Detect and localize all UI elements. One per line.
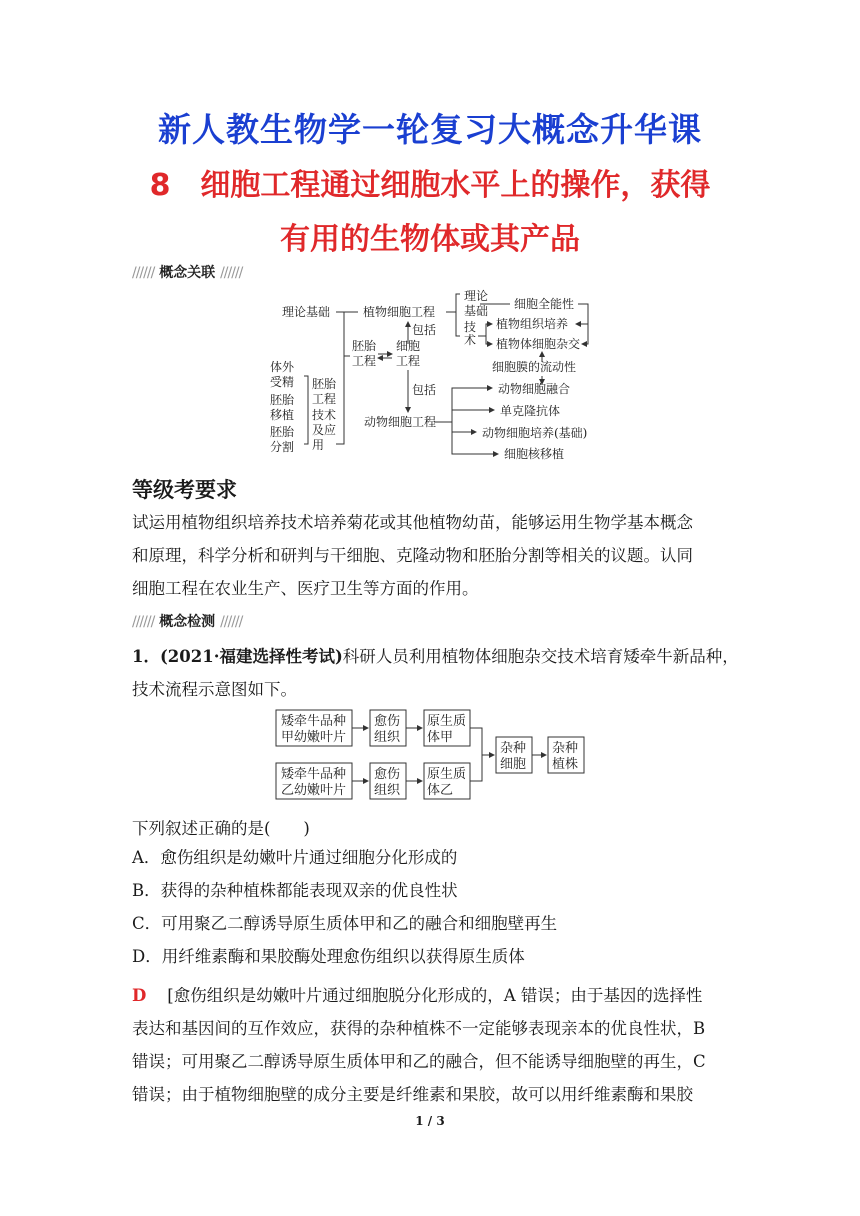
option-c: C．可用聚乙二醇诱导原生质体甲和乙的融合和细胞壁再生: [132, 914, 558, 933]
flow-c1: 愈伤: [374, 714, 401, 729]
section-tag-concept-link: [132, 262, 242, 282]
flow-diagram: [270, 706, 620, 804]
flow-e2: 体甲: [427, 730, 454, 745]
cm-embryo-split-1: 胚胎: [270, 425, 295, 439]
main-title: 新人教生物学一轮复习大概念升华课: [158, 110, 702, 149]
cm-plant-cell-eng: 植物细胞工程: [363, 305, 436, 319]
requirements-heading: 等级考要求: [132, 478, 237, 502]
cm-embryo-split-2: 分割: [270, 440, 295, 454]
cm-embryo-eng-1: 胚胎: [352, 339, 377, 353]
cm-embryo-transfer-2: 移植: [270, 408, 295, 422]
cm-embryo-tech-4: 及应: [312, 423, 337, 437]
section-label: 概念检测: [159, 614, 216, 630]
question-stem-line1: [132, 643, 742, 667]
cm-embryo-outside-2: 受精: [270, 375, 295, 389]
cm-totipotency: 细胞全能性: [514, 297, 575, 311]
explanation-line: 错误；由于植物细胞壁的成分主要是纤维素和果胶，故可以用纤维素酶和果胶: [132, 1085, 693, 1104]
cm-theory-1: 理论: [464, 289, 489, 303]
cm-cell-eng-1: 细胞: [396, 339, 421, 353]
concept-map-diagram: [260, 284, 620, 466]
option-a: A．愈伤组织是幼嫩叶片通过细胞分化形成的: [132, 848, 458, 867]
cm-plant-hybrid: 植物体细胞杂交: [496, 337, 581, 351]
flow-f1: 原生质: [427, 767, 467, 782]
cm-tech-1: 技: [464, 320, 477, 334]
option-d: D．用纤维素酶和果胶酶处理愈伤组织以获得原生质体: [132, 947, 525, 966]
explanation-line: 表达和基因间的互作效应，获得的杂种植株不一定能够表现亲本的优良性状，B: [132, 1019, 706, 1038]
requirements-text: [132, 506, 732, 605]
cm-animal-culture: 动物细胞培养(基础): [482, 426, 588, 440]
slash-decoration: //////: [132, 265, 155, 281]
cm-animal-fusion: 动物细胞融合: [498, 382, 571, 396]
flow-h1: 杂种: [552, 741, 579, 756]
cm-embryo-transfer-1: 胚胎: [270, 393, 295, 407]
question-source: (2021·福建选择性考试): [159, 647, 343, 666]
flow-d2: 组织: [374, 783, 401, 798]
flow-g1: 杂种: [500, 741, 527, 756]
cm-membrane-fluidity: 细胞膜的流动性: [492, 360, 577, 374]
flow-b2: 乙幼嫩叶片: [281, 783, 347, 798]
question-stem-text: 科研人员利用植物体细胞杂交技术培育矮牵牛新品种，: [342, 647, 739, 666]
cm-nuclear-transfer: 细胞核移植: [504, 447, 565, 461]
requirements-line: 试运用植物组织培养技术培养菊花或其他植物幼苗，能够运用生物学基本概念: [132, 513, 693, 532]
flow-g2: 细胞: [500, 757, 527, 772]
cm-animal-cell-eng: 动物细胞工程: [364, 415, 437, 429]
cm-theory-basis: 理论基础: [282, 305, 331, 319]
section-tag-concept-check: [132, 611, 242, 631]
flow-a1: 矮牵牛品种: [281, 714, 347, 729]
flow-h2: 植株: [552, 757, 579, 772]
cm-embryo-outside-1: 体外: [270, 360, 295, 374]
answer-letter: D: [132, 986, 147, 1005]
cm-embryo-tech-1: 胚胎: [312, 377, 337, 391]
question-prompt: 下列叙述正确的是( ): [132, 819, 310, 838]
flow-d1: 愈伤: [374, 767, 401, 782]
flow-a2: 甲幼嫩叶片: [281, 730, 347, 745]
cm-monoclonal: 单克隆抗体: [500, 404, 561, 418]
flow-f2: 体乙: [427, 783, 454, 798]
slash-decoration: //////: [220, 265, 243, 281]
requirements-line: 和原理，科学分析和研判与干细胞、克隆动物和胚胎分割等相关的议题。认同: [132, 546, 693, 565]
cm-embryo-tech-2: 工程: [312, 392, 337, 406]
explanation-line: 错误；可用聚乙二醇诱导原生质体甲和乙的融合，但不能诱导细胞壁的再生，C: [132, 1052, 706, 1071]
section-label: 概念关联: [159, 265, 216, 281]
cm-theory-2: 基础: [464, 304, 489, 318]
requirements-line: 细胞工程在农业生产、医疗卫生等方面的作用。: [132, 579, 479, 598]
flow-c2: 组织: [374, 730, 401, 745]
cm-plant-tissue-culture: 植物组织培养: [496, 317, 569, 331]
option-b: B．获得的杂种植株都能表现双亲的优良性状: [132, 881, 458, 900]
flow-e1: 原生质: [427, 714, 467, 729]
flow-b1: 矮牵牛品种: [281, 767, 347, 782]
cm-tech-2: 术: [464, 333, 477, 347]
explanation-text: [愈伤组织是幼嫩叶片通过细胞脱分化形成的，A 错误；由于基因的选择性: [167, 986, 703, 1005]
answer-explanation: [132, 979, 742, 1111]
slash-decoration: //////: [220, 614, 243, 630]
sub-title-line2: 有用的生物体或其产品: [280, 222, 580, 257]
cm-embryo-tech-5: 用: [312, 438, 325, 452]
cm-includes-bottom: 包括: [412, 383, 437, 397]
cm-cell-eng-2: 工程: [396, 354, 421, 368]
options-list: [132, 841, 557, 973]
slash-decoration: //////: [132, 614, 155, 630]
question-number: 1．: [132, 647, 160, 666]
question-stem-line2: 技术流程示意图如下。: [132, 680, 297, 699]
cm-embryo-tech-3: 技术: [312, 408, 337, 422]
cm-embryo-eng-2: 工程: [352, 354, 377, 368]
cm-includes-top: 包括: [412, 323, 437, 337]
page-number: 1 / 3: [415, 1114, 445, 1128]
sub-title-line1: 8 细胞工程通过细胞水平上的操作，获得: [149, 168, 711, 203]
explanation-line: [132, 979, 742, 1012]
